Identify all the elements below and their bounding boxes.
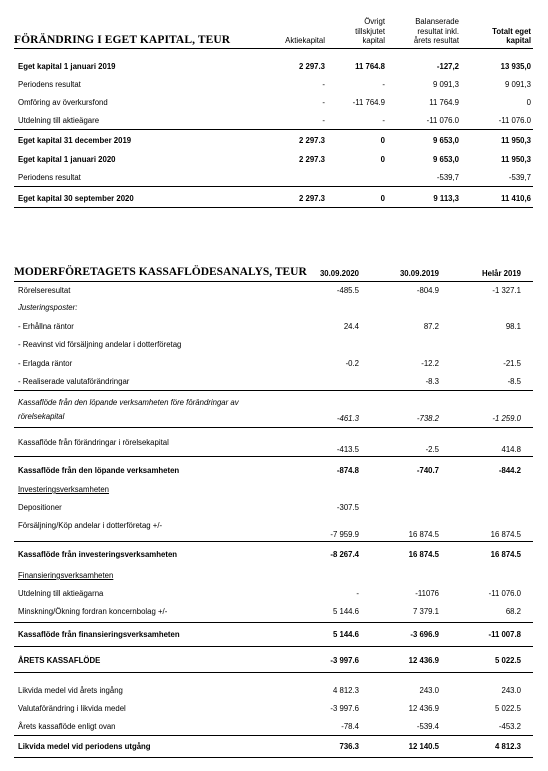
cashflow-row: Utdelning till aktieägarna - -11076 -11 076.0 [18, 589, 521, 598]
cashflow-row: Kassaflöde från den löpande verksamheten -874.8 -740.7 -844.2 [18, 466, 521, 475]
cashflow-row: Årets kassaflöde enligt ovan -78.4 -539.4 -453.2 [14, 718, 533, 736]
cashflow-row: Rörelseresultat -485.5 -804.9 -1 327.1 [18, 286, 521, 295]
equity-row: Eget kapital 31 december 2019 2 297.3 0 9 653,0 11 950,3 [18, 136, 531, 145]
cashflow-row: - Erhållna räntor 24.4 87.2 98.1 [18, 322, 521, 331]
equity-table-header [14, 8, 533, 48]
cashflow-row: Justeringsposter: [18, 303, 78, 312]
cashflow-row: Valutaförändring i likvida medel -3 997.6 12 436.9 5 022.5 [18, 704, 521, 713]
equity-row: Periodens resultat -539,7 -539,7 [14, 169, 533, 187]
equity-col-aktiekapital: Aktiekapital [285, 36, 325, 46]
cashflow-section-heading: Finansieringsverksamheten [18, 571, 114, 580]
cashflow-table-header [14, 259, 533, 281]
equity-title: FÖRÄNDRING I EGET KAPITAL, TEUR [14, 34, 231, 46]
cashflow-row: Kassaflöde från den löpande verksamheten före förändringar av rörelsekapital -461.3 -738.2 -1 259.0 [14, 393, 533, 428]
cashflow-row: Kassaflöde från investeringsverksamheten -8 267.4 16 874.5 16 874.5 [18, 550, 521, 559]
cashflow-col-2019: 30.09.2019 [399, 269, 439, 278]
equity-row: Eget kapital 1 januari 2019 2 297.3 11 764.8 -127,2 13 935,0 [18, 62, 531, 71]
equity-row: Periodens resultat - - 9 091,3 9 091,3 [18, 80, 531, 89]
equity-row: Utdelning till aktieägare - - -11 076.0 -11 076.0 [14, 112, 533, 130]
equity-col-ovrigt: Övrigt tillskjutet kapital [355, 17, 385, 46]
cashflow-row: Minskning/Ökning fordran koncernbolag +/- 5 144.6 7 379.1 68.2 [14, 603, 533, 623]
cashflow-row: - Erlagda räntor -0.2 -12.2 -21.5 [18, 359, 521, 368]
cashflow-row: - Reavinst vid försäljning andelar i dotterföretag [18, 340, 182, 349]
cashflow-row: Kassaflöde från finansieringsverksamheten 5 144.6 -3 696.9 -11 007.8 [14, 626, 533, 647]
cashflow-row: Depositioner -307.5 [18, 503, 359, 512]
equity-row: Eget kapital 30 september 2020 2 297.3 0 9 113,3 11 410,6 [14, 190, 533, 208]
equity-col-totalt: Totalt eget kapital [492, 26, 531, 46]
equity-row: Eget kapital 1 januari 2020 2 297.3 0 9 653,0 11 950,3 [18, 155, 531, 164]
equity-col-balanserade: Balanserade resultat inkl. årets resultat [413, 17, 459, 46]
cashflow-title: MODERFÖRETAGETS KASSAFLÖDESANALYS, TEUR [14, 266, 307, 278]
cashflow-row: Kassaflöde från förändringar i rörelsekapital -413.5 -2.5 414.8 [14, 434, 533, 457]
cashflow-col-helar: Helår 2019 [481, 269, 521, 278]
equity-header-rule [14, 48, 533, 49]
cashflow-row: Likvida medel vid årets ingång 4 812.3 243.0 243.0 [18, 686, 521, 695]
cashflow-col-2020: 30.09.2020 [319, 269, 359, 278]
cashflow-row: Likvida medel vid periodens utgång 736.3 12 140.5 4 812.3 [14, 738, 533, 758]
equity-row: Omföring av överkursfond - -11 764.9 11 764.9 0 [18, 98, 531, 107]
cashflow-section-heading: Investeringsverksamheten [18, 485, 110, 494]
cashflow-row: Försäljning/Köp andelar i dotterföretag +/- -7 959.9 16 874.5 16 874.5 [14, 517, 533, 542]
cashflow-row: ÅRETS KASSAFLÖDE -3 997.6 12 436.9 5 022.5 [14, 652, 533, 673]
cashflow-row: - Realiserade valutaförändringar -8.3 -8.5 [14, 373, 533, 391]
